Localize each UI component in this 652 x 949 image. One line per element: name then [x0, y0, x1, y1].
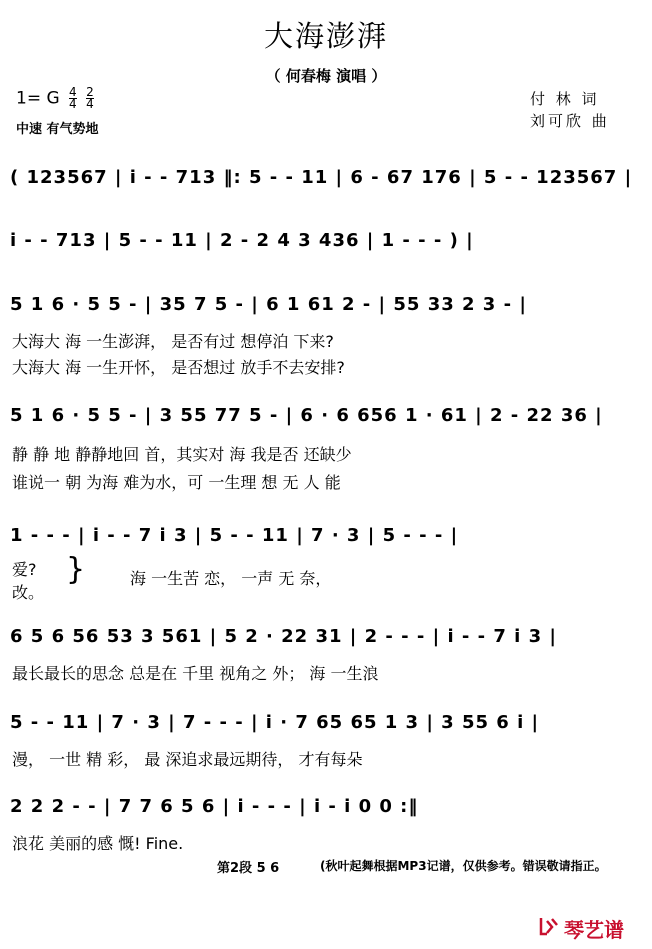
- site-logo: [538, 914, 624, 943]
- verse-brace: }: [66, 552, 86, 587]
- lyric-row-3b: 大海大 海 一生开怀， 是否想过 放手不去安排?: [12, 358, 345, 377]
- lyric-row-5b: 改。: [12, 583, 45, 602]
- notation-row-6: 6 5 6 56 53 3 561 | 5 2 · 22 31 | 2 - - - | i - - 7 i 3 |: [10, 626, 557, 647]
- second-verse-note: 第2段 5 6: [217, 861, 280, 876]
- lyric-row-3a: 大海大 海 一生澎湃， 是否有过 想停泊 下来?: [12, 332, 334, 351]
- time-signature-2: $\frac{2}{4}$: [86, 85, 94, 111]
- time-signature-1: $\frac{4}{4}$: [69, 85, 77, 111]
- lyric-row-4a: 静 静 地 静静地回 首，其实对 海 我是否 还缺少: [12, 445, 352, 464]
- tempo-marking: 中速 有气势地: [16, 122, 99, 137]
- song-title: 大海澎湃: [263, 19, 388, 53]
- lyricist-credit: 付 林 词: [530, 90, 600, 108]
- lyric-row-5a: 爱?: [12, 560, 37, 579]
- lyric-row-6: 最长最长的思念 总是在 千里 视角之 外； 海 一生浪: [12, 664, 379, 683]
- lyric-row-4b: 谁说一 朝 为海 难为水，可 一生理 想 无 人 能: [12, 473, 341, 492]
- lyric-row-7: 漫， 一世 精 彩， 最 深追求最远期待， 才有每朵: [12, 750, 363, 769]
- notation-row-8: 2 2 2 - - | 7 7 6 5 6 | i - - - | i - i 0 0 :‖: [10, 796, 419, 817]
- notation-row-3: 5 1 6 · 5 5 - | 35 7 5 - | 6 1 61 2 - | 55 33 2 3 - |: [10, 294, 527, 315]
- transcriber-note: (秋叶起舞根据MP3记谱，仅供参考。错误敬请指正。: [320, 859, 607, 873]
- notation-row-5: 1 - - - | i - - 7 i 3 | 5 - - 11 | 7 · 3 | 5 - - - |: [10, 525, 459, 546]
- notation-row-1: ( 123567 | i - - 713 ‖: 5 - - 11 | 6 - 67 176 | 5 - - 123567 |: [10, 167, 633, 188]
- key-signature: [16, 87, 94, 110]
- notation-row-4: 5 1 6 · 5 5 - | 3 55 77 5 - | 6 · 6 656 1 · 61 | 2 - 22 36 |: [10, 405, 603, 426]
- composer-credit: 刘可欣 曲: [530, 112, 610, 130]
- singer-credit: （ 何春梅 演唱 ）: [265, 67, 387, 85]
- lyric-row-5-shared: 海 一生苦 恋， 一声 无 奈，: [130, 569, 332, 588]
- logo-text: 琴艺谱: [564, 918, 624, 942]
- notation-row-2: i - - 713 | 5 - - 11 | 2 - 2 4 3 436 | 1 - - - ) |: [10, 230, 474, 251]
- lyric-row-8: 浪花 美丽的感 慨! Fine.: [12, 834, 184, 853]
- notation-row-7: 5 - - 11 | 7 · 3 | 7 - - - | i · 7 65 65 1 3 | 3 55 6 i |: [10, 712, 540, 733]
- key-main: 1= G: [16, 88, 60, 109]
- logo-icon: [538, 915, 560, 942]
